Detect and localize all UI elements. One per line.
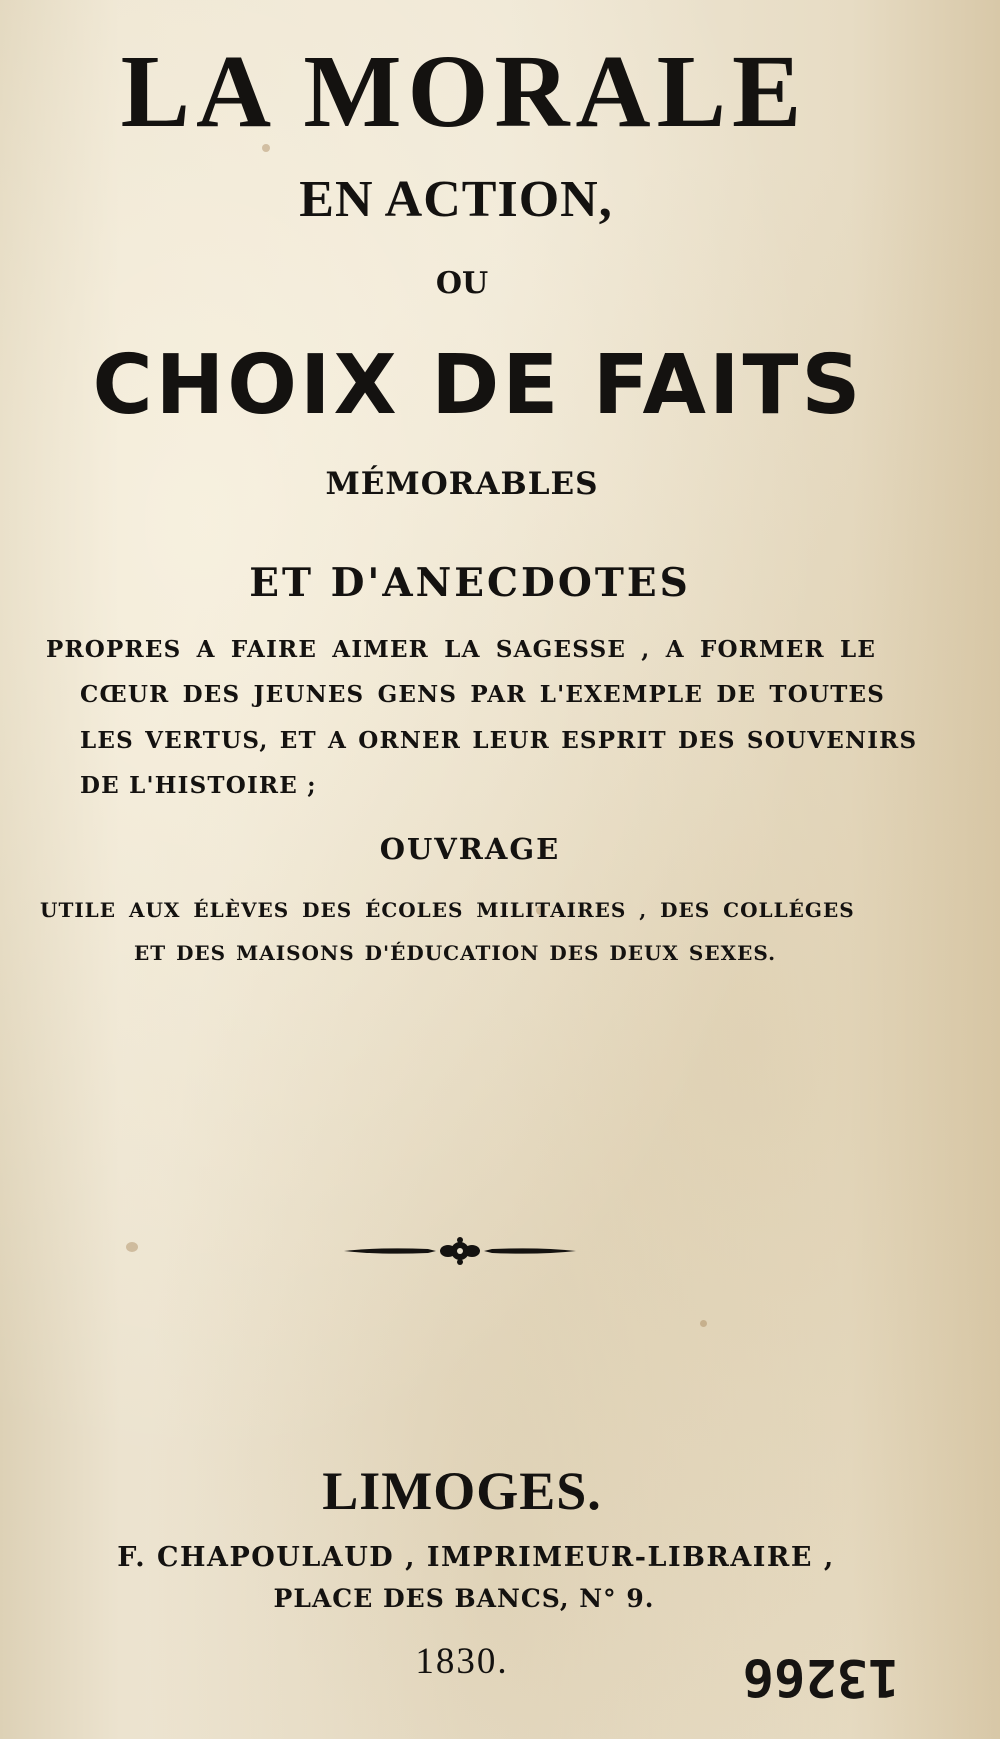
- title-line-3: CHOIX DE FAITS: [92, 338, 864, 433]
- title-line-4: MÉMORABLES: [325, 466, 599, 502]
- stamp-number-text: 13266: [742, 1647, 900, 1707]
- imprint-year: 1830.: [415, 1641, 509, 1682]
- library-stamp-number: [726, 1638, 916, 1716]
- description-line: DE L'HISTOIRE ;: [80, 772, 317, 799]
- foxing-spot: [126, 1242, 138, 1252]
- imprint-address: PLACE DES BANCS, N° 9.: [273, 1584, 655, 1613]
- description-line: PROPRES A FAIRE AIMER LA SAGESSE , A FORMER LE: [46, 636, 877, 663]
- fleuron-ornament-icon: [340, 1236, 580, 1266]
- imprint-city: LIMOGES.: [322, 1461, 602, 1521]
- title-line-1: LA MORALE: [120, 34, 808, 149]
- title-line-2: EN ACTION,: [299, 171, 613, 228]
- audience-line: ET DES MAISONS D'ÉDUCATION DES DEUX SEXES.: [134, 941, 777, 965]
- description-line: LES VERTUS, ET A ORNER LEUR ESPRIT DES SOUVENIRS: [80, 727, 918, 754]
- foxing-spot: [700, 1320, 707, 1327]
- audience-line: UTILE AUX ÉLÈVES DES ÉCOLES MILITAIRES , DES COLLÉGES: [40, 898, 855, 922]
- description-line: CŒUR DES JEUNES GENS PAR L'EXEMPLE DE TOUTES: [80, 681, 886, 708]
- imprint-printer: F. CHAPOULAUD , IMPRIMEUR-LIBRAIRE ,: [117, 1542, 835, 1573]
- title-line-5: ET D'ANECDOTES: [249, 560, 691, 606]
- work-label: OUVRAGE: [379, 832, 561, 866]
- title-conjunction: OU: [435, 266, 489, 301]
